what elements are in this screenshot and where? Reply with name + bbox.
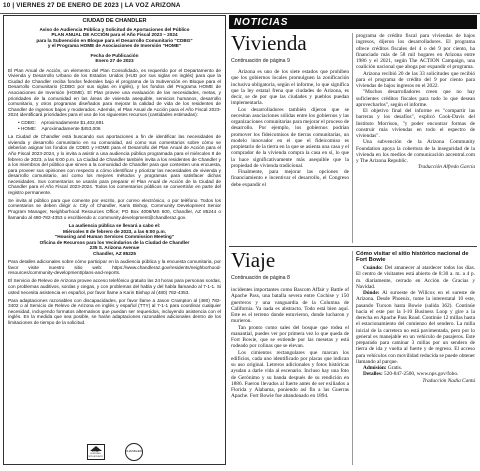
public-notice [3, 15, 226, 465]
notice-paragraph: Se invita al público para que comente por escrito, por correo electrónico, o por teléfono. Todos los comentarios se deben dirigir a: City of Chandler, Karin Bishop, Community Development Senior Program Manager, Neighborhood Resources Office; PO Box 4008/MS 600, Chandler, AZ 85244 o llamando al 480-782-4353 o escribiendo a: community.development@chandleraz.gov. [8, 197, 221, 220]
article-paragraph: Finalmente, para mejorar las opciones de financiamiento e incentivar el desarrollo, el Congreso debe expandir el [231, 169, 349, 188]
column-rule [352, 251, 353, 465]
viaje-continued: Continuación de página 8 [231, 275, 290, 281]
notice-paragraph: La Ciudad de Chandler está buscando sus aportaciones a fin de identificar las necesidades de vivienda y desarrollo comunitario en su comunidad, así como sus comentarios sobre cómo se deberían asignar los fondos de CDBG y HOME para el Desarrollo del Plan Anual de Acción para el Año Fiscal 2023-2024, y lo invita a asistir a una audiencia pública programada para el miércoles 8 de febrero de 2023, a las 6:00 p.m. La Ciudad de Chandler también invita a los residentes de Chandler y a los miembros del público que sirven a la comunidad de Chandler para que contesten una encuesta, para proveer sus opiniones con respecto a cómo identificar y priorizar las necesidades de vivienda y desarrollo comunitario, así como los mejores métodos y programas para satisfacer dichas necesidades. Sus comentarios se usarán para preparar el Plan Anual de Acción de la Ciudad de Chandler para el Año Fiscal 2023-2024. Todos los comentarios públicos se convertirán en parte del registro permanente. [8, 134, 221, 195]
vivienda-headline: Vivienda [231, 31, 307, 55]
info-text: Al suroeste de Willcox en el sureste de Arizona. Desde Phoenix, tome la interestatal 10 este, pasando Tucson hasta Bowie (salida 362). Continúe hacia el este por la I-10 Business Loop y gire a la derecha en Apache Pass Road. Continúe 12 millas hasta el estacionamiento del comienzo del sendero. La milla inicial de la carretera no está pavimentada, pero por lo general es manejable en un vehículo de pasajeros. Este preparado para caminar 3 millas por un sendero de tierra de ida y vuelta al fuerte y de regreso. El acceso para vehículos con movilidad reducida se puede obtener llamando al parque. [356, 290, 475, 365]
fund-label: HOME: [20, 125, 37, 131]
notice-title: CIUDAD DE CHANDLER [82, 18, 147, 24]
info-paragraph [356, 371, 475, 377]
vivienda-col-1 [231, 69, 349, 188]
info-text: Del amanecer al atardecer todos los días. El centro de visitantes está abierto de 8:30 a. m. a 4 p. m. diariamente, cerrado en Acción de Gracias y Navidad. [356, 265, 476, 290]
vivienda-credit: Traducción Alfredo García [417, 164, 475, 171]
hearing-line: Miércoles 8 de febrero de 2023, a las 6:00 p.m. [63, 228, 166, 234]
page-header [0, 0, 480, 14]
pub-date-block [8, 53, 221, 64]
equal-housing-text: EQUAL HOUSING OPPORTUNITY [87, 450, 104, 458]
info-lead: Dónde: [363, 290, 380, 296]
fund-amount: Aproximadamente $453,006 [41, 125, 101, 131]
page-header-text: 10 | VIERNES 27 DE ENERO DE 2023 | LA VOZ ARIZONA [3, 2, 181, 9]
info-lead: Admisión: [363, 365, 387, 371]
article-paragraph: El objetivo final del informe es "compartir las barreras y los desafíos", explicó Cook-Davis del Instituto Morrison, "y poder encontrar formas de construir más viviendas en todo el espectro de viviendas". [356, 108, 475, 139]
article-paragraph: programa de crédito fiscal para viviendas de bajos ingresos, dijeron los desarrolladores. El programa ofrece créditos fiscales del 4 o del 9 por ciento, ha financiado más de 58 mil hogares en Arizona entre 1986 y el 2021, según The ACTION Campaign, una coalición nacional que aboga por expandir el programa. [356, 33, 475, 71]
vivienda-col-2 [356, 33, 475, 171]
viaje-credit: Traducción Nadia Cantú [422, 377, 475, 384]
chandler-logo-text: CHANDLER [125, 449, 142, 454]
viaje-col-2 [356, 265, 475, 384]
notice-paragraph: Para adaptaciones razonables con discapacidades, por favor llame a Jason Crampton al (480) 782-3402 o al Servicio de Relevo de Arizona en inglés y español (TTY) al 7-1-1 para coordinar cualquier necesidad, incluyendo formatos alternativos que puedan ser requeridos, incluyendo asistencia con el inglés. En la medida que sea posible, se harán adaptaciones razonables adicionales dentro de los limitaciones de tiempo de la solicitud. [8, 297, 221, 325]
hearing-line: 235 S. Arizona Avenue [89, 245, 140, 251]
notice-subtitle [8, 27, 221, 49]
section-label: NOTICIAS [234, 16, 289, 28]
info-paragraph [356, 290, 475, 365]
fund-item: • HOME: Aproximadamente $453,006 [18, 125, 101, 131]
fund-item: • CDBG: Aproximadamente $1,402,691 [18, 120, 104, 126]
viaje-headline: Viaje [231, 248, 276, 272]
article-paragraph: Los desarrolladores también dijeron que se necesitan asociaciones sólidas entre los gobiernos y las organizaciones comunitarias para mejorar el proceso de desarrollo. Por ejemplo, los gobiernos podrían promover los fideicomisos de tierras comunitarias, un modelo innovador en el que el fideicomiso es propietario de la tierra en la que se asienta una casa y el comprador de la vivienda compra la casa en sí, lo que la hace significativamente más asequible que la propiedad de vivienda tradicional. [231, 106, 349, 169]
hearing-block [8, 223, 221, 256]
notice-paragraph: El Plan Anual de Acción, un elemento del Plan Consolidado, es requerido por el Departamento de Vivienda y Desarrollo Urbano de los Estados Unidos (HUD por sus siglas en inglés) para que la Ciudad de Chandler reciba fondos federales bajo el programa de la Subvención en Bloque para el Desarrollo Comunitario (CDBG por sus siglas en inglés), y los fondos del Programa HOME de Asociaciones de Inversión (HOME). El Plan provee una evaluación de las necesidades, metas, y prioridades de la comunidad en las áreas de vivienda asequible, servicios humanos, desarrollo comunitario, y otros programas diseñados para mejorar la calidad de vida de los residentes de Chandler de ingresos bajos y moderados. Además, el Plan Anual de Acción para el Año Fiscal 2023-2024 identificará prioridades para el uso de los siguientes recursos (cantidades estimadas): [8, 67, 221, 118]
info-text: 520-847-2500, www.nps.gov/fobo. [384, 371, 459, 378]
info-lead: Detalles: [363, 371, 383, 378]
article-paragraph: Una subvención de la Arizona Community Foundation apoya la cobertura de la inseguridad de la vivienda en los medios de comunicación azcentral.com y The Arizona Republic. [356, 139, 475, 164]
fund-amount: Aproximadamente $1,402,691 [41, 120, 104, 126]
hearing-line: La audiencia pública se llevará a cabo el: [68, 223, 161, 229]
notice-subtitle-line: PLAN ANUAL DE ACCIÓN para el Año Fiscal 2023 – 2024 [51, 32, 178, 38]
hearing-line: "Housing and Human Services Commission Meeting" [54, 234, 175, 240]
article-paragraph: Los cimientos rectangulares que marcan los edificios, cada uno identificado por placas que indican su uso original. Letreros adicionales y fotos históricas ayudan a darle vida al escenario. Incluso hay una foto de Gerónimo y su banda después de su rendición en 1886. Fueron llevados al fuerte antes de ser exiliados a Florida y Alabama, poniendo así fin a las Guerras Apache. Fort Bowie fue abandonado en 1894. [231, 349, 349, 400]
article-divider [229, 246, 477, 247]
notice-subtitle-line: y el Programa HOME de Asociaciones de Inversión "HOME" [47, 43, 182, 49]
news-section [229, 15, 477, 467]
visit-info-title: Cómo visitar el sitio histórico nacional de Fort Bowie [356, 251, 469, 264]
info-paragraph [356, 265, 475, 290]
fund-label: CDBG: [20, 120, 36, 126]
notice-subtitle-line: Aviso de Audiencia Pública y Solicitud de Aportaciones del Público [39, 26, 190, 32]
hearing-line: Chandler, AZ 85225 [92, 250, 137, 256]
notice-paragraph: El Servicio de Relevo de Arizona provee acceso telefónico gratuito las 24 horas para personas sordas, con problemas auditivos, sordas y ciegas, y con problemas del habla y del habla llamando al 7-1-1. Si usted necesita asistencia en español, por favor llame a Karin Bishop al (480) 782-4353. [8, 278, 221, 295]
info-text: Gratis. [387, 365, 403, 371]
article-paragraph: Tan pronto como sales del bosque que rodea el manantial, puedes ver por primera vez lo que queda de Fort Bowie, que se extiende por las mesetas y está rodeado por colinas que se elevan. [231, 324, 349, 350]
equal-housing-logo [87, 444, 105, 460]
info-lead: Cuándo: [363, 265, 383, 271]
article-paragraph: incidentes importantes como Bascom Affair y Battle of Apache Pass, una batalla severa entre Cochise y 150 guerreros y una vanguardia de la Columna de California. Ya nada es abstracto. Todo está bien aquí. Este es el terreno donde estuvieron, donde lucharon y murieron. [231, 287, 349, 325]
pub-date-label: Fecha de Publicación [90, 52, 139, 58]
article-paragraph: "Muchos desarrolladores creen que no hay suficientes créditos fiscales para todo lo que desean aprovecharlos", según el informe. [356, 89, 475, 108]
chandler-logo [125, 443, 143, 461]
notice-subtitle-line: para la Subvención en Bloque para el Desarrollo Comunitario "CDBG" [36, 37, 193, 43]
pub-date: Enero 27 de 2023 [95, 58, 134, 64]
viaje-col-1 [231, 287, 349, 400]
article-paragraph: Arizona es uno de los siete estados que prohíben que los gobiernos locales promulguen la zonificación inclusiva obligatoria, según el informe, lo que significa que la ley estatal frena que ciudades de Arizona, es decir, se de por que las ciudades y pueblos puedan implementarla. [231, 69, 349, 107]
notice-logos [4, 443, 225, 461]
article-paragraph: Arizona recibió 20 de las 33 solicitudes que recibió para el programa de crédito del 9 por ciento para viviendas de bajos ingresos en el 2022. [356, 70, 475, 89]
column-rule [352, 33, 353, 243]
hearing-line: Oficina de Recursos para los Vecindarios de la Ciudad de Chandler [39, 239, 190, 245]
vivienda-continued: Continuación de página 9 [231, 58, 290, 64]
section-bar [229, 15, 477, 29]
fund-list [8, 120, 221, 131]
notice-paragraph: Para detalles adicionales sobre cómo participar en la audiencia pública y la encuesta comunitaria, por favor visite nuestro sitio web: https://www.chandleraz.gov/residents/neighborhood-resources/community-development/plans-and-reports. [8, 259, 221, 276]
